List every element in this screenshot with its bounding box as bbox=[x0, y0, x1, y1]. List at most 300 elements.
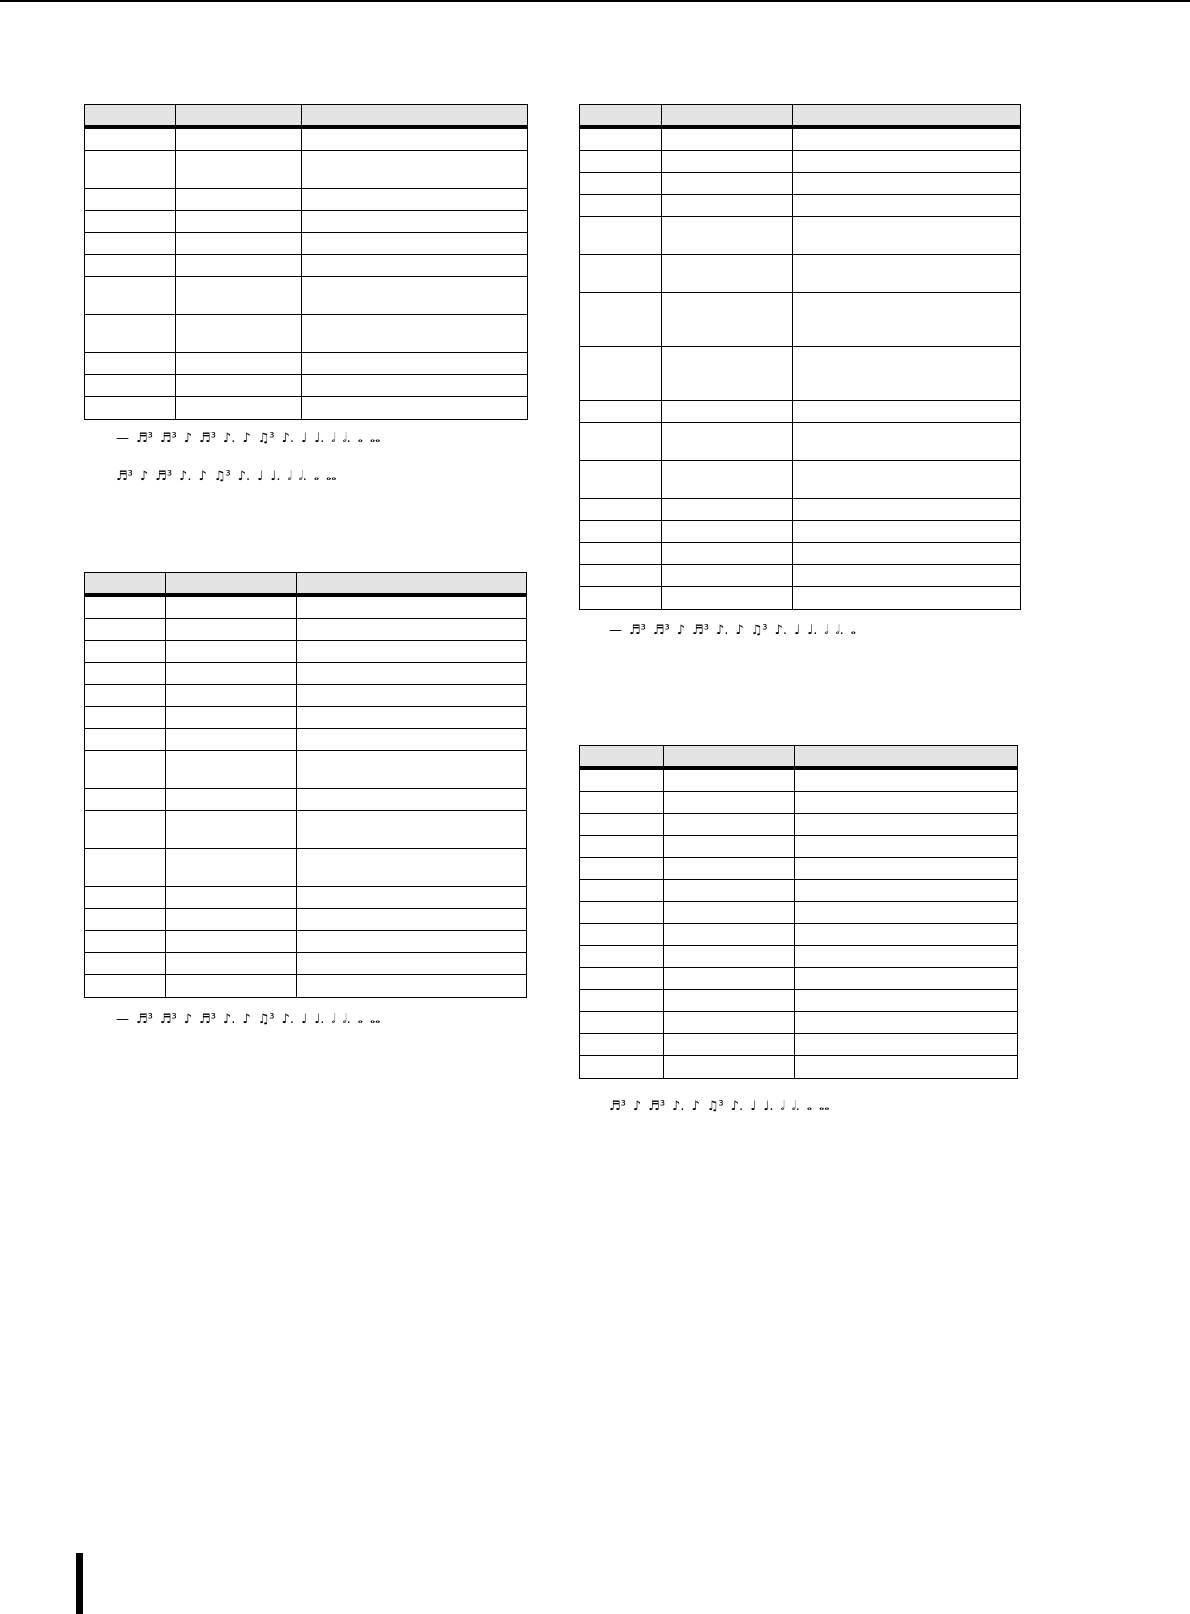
table-cell bbox=[166, 887, 297, 908]
table-cell bbox=[580, 1056, 664, 1078]
table-row bbox=[85, 751, 526, 789]
note-symbol: ♬³ bbox=[199, 430, 216, 446]
table-row bbox=[580, 990, 1017, 1012]
table-cell bbox=[85, 641, 166, 662]
table-cell bbox=[297, 887, 526, 908]
note-symbol: 𝅝𝅝 bbox=[819, 1098, 830, 1114]
table-cell bbox=[664, 836, 795, 857]
table-cell bbox=[297, 953, 526, 974]
table-cell bbox=[793, 347, 1020, 400]
table-cell bbox=[580, 151, 662, 172]
table-cell bbox=[85, 953, 166, 974]
table-cell bbox=[166, 789, 297, 810]
table-cell bbox=[85, 129, 176, 150]
header-cell bbox=[176, 105, 302, 125]
table-cell bbox=[176, 129, 302, 150]
table-cell bbox=[580, 255, 662, 292]
table-cell bbox=[795, 880, 1017, 901]
table-cell bbox=[580, 968, 664, 989]
table-cell bbox=[85, 975, 166, 997]
note-symbol: ♪ bbox=[198, 468, 207, 484]
table-cell bbox=[302, 129, 527, 150]
table-row bbox=[85, 151, 527, 189]
note-symbol: ♪ bbox=[139, 468, 149, 484]
table-cell bbox=[793, 499, 1020, 520]
note-symbol: 𝅝 bbox=[357, 430, 363, 446]
note-symbol: 𝅗𝅥 bbox=[331, 1011, 336, 1027]
note-symbol: 𝅗𝅥. bbox=[342, 1011, 351, 1027]
table-cell bbox=[166, 751, 297, 788]
table-cell bbox=[85, 189, 176, 210]
table-cell bbox=[662, 173, 793, 194]
note-symbol: ♫³ bbox=[257, 1011, 275, 1027]
table-cell bbox=[795, 1012, 1017, 1033]
table-cell bbox=[795, 814, 1017, 835]
note-symbol: ♩ bbox=[257, 468, 264, 484]
table-row bbox=[580, 836, 1017, 858]
table-cell bbox=[176, 189, 302, 210]
table-cell bbox=[662, 587, 793, 609]
table-cell bbox=[302, 189, 527, 210]
table-cell bbox=[662, 543, 793, 564]
table-cell bbox=[580, 347, 662, 400]
off-dash-symbol: — bbox=[609, 622, 622, 638]
table-row bbox=[85, 887, 526, 909]
table-cell bbox=[793, 293, 1020, 346]
table-row bbox=[580, 924, 1017, 946]
note-symbol: ♪. bbox=[237, 468, 251, 484]
table-cell bbox=[176, 397, 302, 419]
table-row bbox=[580, 946, 1017, 968]
table-cell bbox=[795, 924, 1017, 945]
table-cell bbox=[166, 811, 297, 848]
note-symbol: 𝅝𝅝 bbox=[369, 430, 381, 446]
table-cell bbox=[176, 233, 302, 254]
table-header-row bbox=[85, 573, 526, 597]
table-cell bbox=[580, 543, 662, 564]
top-rule bbox=[0, 0, 1190, 2]
table-row bbox=[580, 255, 1020, 293]
table-cell bbox=[176, 211, 302, 232]
header-cell bbox=[580, 746, 664, 766]
table-cell bbox=[297, 789, 526, 810]
table-row bbox=[85, 315, 527, 353]
table-cell bbox=[302, 353, 527, 374]
parameter-table-1 bbox=[84, 104, 528, 420]
note-symbol: ♪. bbox=[222, 1011, 236, 1027]
note-symbol: ♪. bbox=[774, 622, 787, 638]
table-row bbox=[580, 129, 1020, 151]
table-row bbox=[580, 792, 1017, 814]
table-header-row bbox=[580, 746, 1017, 770]
table-cell bbox=[580, 990, 664, 1011]
note-symbol: ♪ bbox=[676, 622, 686, 638]
table-cell bbox=[85, 353, 176, 374]
table-cell bbox=[580, 924, 664, 945]
table-row bbox=[580, 814, 1017, 836]
table-row bbox=[85, 849, 526, 887]
table-cell bbox=[166, 707, 297, 728]
table-cell bbox=[580, 880, 664, 901]
table-row bbox=[85, 685, 526, 707]
note-symbol: 𝅝𝅝 bbox=[369, 1011, 381, 1027]
table-cell bbox=[580, 792, 664, 813]
table-row bbox=[580, 217, 1020, 255]
table-row bbox=[85, 129, 527, 151]
table-cell bbox=[795, 990, 1017, 1011]
table-cell bbox=[302, 277, 527, 314]
note-symbol: 𝅗𝅥 bbox=[331, 430, 336, 446]
table-cell bbox=[580, 587, 662, 609]
table-cell bbox=[662, 401, 793, 422]
table-row bbox=[85, 353, 527, 375]
table-cell bbox=[664, 792, 795, 813]
table-cell bbox=[662, 217, 793, 254]
table-cell bbox=[297, 975, 526, 997]
table-row bbox=[85, 909, 526, 931]
table-cell bbox=[580, 814, 664, 835]
table-row bbox=[85, 189, 527, 211]
note-value-line-e bbox=[609, 1096, 836, 1116]
table-cell bbox=[85, 315, 176, 352]
note-symbol: ♩. bbox=[807, 622, 818, 638]
note-symbol: ♩. bbox=[270, 468, 281, 484]
header-cell bbox=[166, 573, 297, 593]
table-cell bbox=[176, 315, 302, 352]
note-symbol: 𝅗𝅥 bbox=[287, 468, 292, 484]
table-row bbox=[580, 1056, 1017, 1078]
table-cell bbox=[297, 909, 526, 930]
note-symbol: ♪ bbox=[632, 1098, 642, 1114]
table-cell bbox=[664, 1034, 795, 1055]
table-cell bbox=[664, 990, 795, 1011]
table-cell bbox=[85, 619, 166, 640]
table-cell bbox=[297, 729, 526, 750]
off-dash-symbol: — bbox=[116, 1011, 129, 1027]
table-cell bbox=[166, 685, 297, 706]
table-cell bbox=[166, 729, 297, 750]
table-row bbox=[85, 663, 526, 685]
table-cell bbox=[662, 293, 793, 346]
table-cell bbox=[176, 255, 302, 276]
table-cell bbox=[795, 1056, 1017, 1078]
table-cell bbox=[85, 729, 166, 750]
table-cell bbox=[85, 707, 166, 728]
table-cell bbox=[166, 909, 297, 930]
table-cell bbox=[85, 811, 166, 848]
table-cell bbox=[664, 880, 795, 901]
table-row bbox=[580, 565, 1020, 587]
header-cell bbox=[795, 746, 1017, 766]
table-row bbox=[580, 423, 1020, 461]
note-value-line-b bbox=[116, 466, 343, 486]
table-row bbox=[580, 880, 1017, 902]
table-row bbox=[580, 461, 1020, 499]
table-row bbox=[580, 401, 1020, 423]
note-symbol: ♪ bbox=[691, 1098, 700, 1114]
table-row bbox=[580, 293, 1020, 347]
table-cell bbox=[302, 233, 527, 254]
table-cell bbox=[795, 770, 1017, 791]
table-cell bbox=[85, 887, 166, 908]
off-dash-symbol: — bbox=[116, 430, 129, 446]
table-row bbox=[580, 902, 1017, 924]
table-cell bbox=[793, 255, 1020, 292]
note-symbol: ♬³ bbox=[155, 468, 173, 484]
table-cell bbox=[85, 909, 166, 930]
note-symbol: ♩. bbox=[763, 1098, 774, 1114]
table-row bbox=[85, 255, 527, 277]
table-cell bbox=[302, 151, 527, 188]
table-cell bbox=[85, 849, 166, 886]
table-cell bbox=[85, 375, 176, 396]
table-cell bbox=[662, 461, 793, 498]
table-row bbox=[85, 811, 526, 849]
table-row bbox=[85, 211, 527, 233]
parameter-table-2 bbox=[84, 572, 527, 998]
table-cell bbox=[662, 255, 793, 292]
note-symbol: ♪. bbox=[715, 622, 729, 638]
table-cell bbox=[302, 315, 527, 352]
table-cell bbox=[85, 151, 176, 188]
table-cell bbox=[580, 565, 662, 586]
note-symbol: 𝅗𝅥. bbox=[342, 430, 351, 446]
table-cell bbox=[580, 946, 664, 967]
table-cell bbox=[297, 641, 526, 662]
table-cell bbox=[176, 277, 302, 314]
note-symbol: ♬³ bbox=[648, 1098, 666, 1114]
note-symbol: 𝅝 bbox=[313, 468, 320, 484]
table-row bbox=[580, 347, 1020, 401]
table-cell bbox=[297, 619, 526, 640]
table-cell bbox=[166, 975, 297, 997]
table-cell bbox=[795, 902, 1017, 923]
table-cell bbox=[662, 195, 793, 216]
header-cell bbox=[662, 105, 793, 125]
table-cell bbox=[297, 849, 526, 886]
table-cell bbox=[302, 255, 527, 276]
table-cell bbox=[664, 1012, 795, 1033]
parameter-table-3 bbox=[579, 104, 1021, 610]
table-header-row bbox=[580, 105, 1020, 129]
table-row bbox=[580, 587, 1020, 609]
table-cell bbox=[85, 397, 176, 419]
table-cell bbox=[664, 1056, 795, 1078]
table-cell bbox=[297, 707, 526, 728]
table-row bbox=[580, 195, 1020, 217]
table-cell bbox=[793, 129, 1020, 150]
table-cell bbox=[664, 770, 795, 791]
table-cell bbox=[793, 587, 1020, 609]
note-symbol: ♬³ bbox=[136, 1011, 153, 1027]
note-symbol: ♬³ bbox=[159, 430, 177, 446]
note-value-line-d bbox=[609, 620, 863, 640]
note-symbol: 𝅗𝅥. bbox=[298, 468, 307, 484]
table-row bbox=[85, 375, 527, 397]
table-row bbox=[85, 641, 526, 663]
note-symbol: ♪. bbox=[281, 1011, 294, 1027]
table-cell bbox=[85, 663, 166, 684]
table-row bbox=[85, 619, 526, 641]
table-cell bbox=[795, 946, 1017, 967]
table-cell bbox=[176, 353, 302, 374]
table-cell bbox=[793, 543, 1020, 564]
table-cell bbox=[662, 151, 793, 172]
table-row bbox=[580, 968, 1017, 990]
table-cell bbox=[85, 685, 166, 706]
table-cell bbox=[176, 375, 302, 396]
table-cell bbox=[580, 770, 664, 791]
table-cell bbox=[793, 521, 1020, 542]
table-cell bbox=[580, 217, 662, 254]
table-cell bbox=[302, 397, 527, 419]
note-symbol: ♬³ bbox=[609, 1098, 626, 1114]
note-symbol: ♬³ bbox=[629, 622, 646, 638]
note-value-line-c bbox=[116, 1009, 387, 1029]
table-cell bbox=[85, 751, 166, 788]
table-cell bbox=[297, 685, 526, 706]
table-row bbox=[580, 858, 1017, 880]
table-cell bbox=[793, 423, 1020, 460]
note-symbol: ♬³ bbox=[116, 468, 133, 484]
table-row bbox=[85, 707, 526, 729]
table-cell bbox=[85, 789, 166, 810]
table-row bbox=[85, 953, 526, 975]
note-symbol: ♪ bbox=[242, 1011, 251, 1027]
table-row bbox=[580, 1012, 1017, 1034]
table-cell bbox=[580, 401, 662, 422]
note-symbol: 𝅗𝅥 bbox=[780, 1098, 785, 1114]
header-cell bbox=[793, 105, 1020, 125]
note-symbol: ♪. bbox=[222, 430, 236, 446]
table-cell bbox=[793, 151, 1020, 172]
table-row bbox=[580, 1034, 1017, 1056]
note-symbol: ♬³ bbox=[199, 1011, 216, 1027]
table-row bbox=[85, 789, 526, 811]
table-cell bbox=[166, 619, 297, 640]
note-symbol: ♪ bbox=[183, 430, 193, 446]
table-cell bbox=[297, 663, 526, 684]
note-symbol: ♫³ bbox=[213, 468, 231, 484]
note-symbol: 𝅗𝅥. bbox=[791, 1098, 800, 1114]
table-cell bbox=[302, 375, 527, 396]
table-row bbox=[85, 233, 527, 255]
table-cell bbox=[795, 968, 1017, 989]
table-cell bbox=[85, 211, 176, 232]
note-symbol: ♬³ bbox=[692, 622, 709, 638]
table-row bbox=[580, 173, 1020, 195]
table-cell bbox=[580, 1034, 664, 1055]
table-cell bbox=[793, 565, 1020, 586]
note-symbol: ♬³ bbox=[159, 1011, 177, 1027]
note-symbol: ♪ bbox=[735, 622, 744, 638]
table-cell bbox=[85, 233, 176, 254]
table-cell bbox=[580, 1012, 664, 1033]
table-cell bbox=[166, 597, 297, 618]
table-cell bbox=[662, 521, 793, 542]
table-cell bbox=[664, 902, 795, 923]
table-cell bbox=[580, 858, 664, 879]
table-row bbox=[85, 277, 527, 315]
note-symbol: ♪. bbox=[672, 1098, 685, 1114]
table-cell bbox=[85, 597, 166, 618]
table-cell bbox=[662, 347, 793, 400]
note-symbol: ♫³ bbox=[706, 1098, 724, 1114]
header-cell bbox=[664, 746, 795, 766]
table-cell bbox=[166, 953, 297, 974]
header-cell bbox=[302, 105, 527, 125]
header-cell bbox=[580, 105, 662, 125]
table-cell bbox=[297, 931, 526, 952]
table-cell bbox=[664, 924, 795, 945]
header-cell bbox=[297, 573, 526, 593]
table-row bbox=[85, 397, 527, 419]
table-cell bbox=[580, 423, 662, 460]
table-cell bbox=[580, 293, 662, 346]
table-cell bbox=[793, 173, 1020, 194]
parameter-table-4 bbox=[579, 745, 1018, 1079]
note-symbol: ♪. bbox=[730, 1098, 744, 1114]
table-cell bbox=[166, 663, 297, 684]
table-cell bbox=[166, 849, 297, 886]
note-symbol: ♬³ bbox=[652, 622, 670, 638]
table-cell bbox=[795, 1034, 1017, 1055]
note-symbol: ♩ bbox=[750, 1098, 757, 1114]
note-symbol: 𝅝 bbox=[850, 622, 856, 638]
table-row bbox=[85, 975, 526, 997]
table-cell bbox=[662, 423, 793, 460]
note-value-line-a bbox=[116, 428, 387, 448]
note-symbol: ♪ bbox=[242, 430, 251, 446]
note-symbol: ♪. bbox=[281, 430, 294, 446]
note-symbol: 𝅝 bbox=[357, 1011, 363, 1027]
table-cell bbox=[662, 565, 793, 586]
note-symbol: ♩. bbox=[314, 430, 325, 446]
table-row bbox=[85, 729, 526, 751]
table-cell bbox=[580, 461, 662, 498]
table-row bbox=[580, 770, 1017, 792]
table-cell bbox=[297, 597, 526, 618]
table-cell bbox=[664, 968, 795, 989]
table-cell bbox=[85, 931, 166, 952]
table-row bbox=[85, 597, 526, 619]
table-cell bbox=[795, 858, 1017, 879]
table-cell bbox=[580, 902, 664, 923]
note-symbol: ♫³ bbox=[257, 430, 275, 446]
table-cell bbox=[795, 792, 1017, 813]
note-symbol: 𝅗𝅥. bbox=[835, 622, 844, 638]
table-cell bbox=[793, 195, 1020, 216]
table-cell bbox=[166, 641, 297, 662]
table-cell bbox=[302, 211, 527, 232]
note-symbol: ♬³ bbox=[136, 430, 153, 446]
table-cell bbox=[297, 811, 526, 848]
table-row bbox=[580, 543, 1020, 565]
table-cell bbox=[662, 499, 793, 520]
note-symbol: 𝅝𝅝 bbox=[326, 468, 337, 484]
header-cell bbox=[85, 573, 166, 593]
table-cell bbox=[793, 461, 1020, 498]
table-cell bbox=[176, 151, 302, 188]
note-symbol: ♪ bbox=[183, 1011, 193, 1027]
table-row bbox=[580, 151, 1020, 173]
table-row bbox=[580, 521, 1020, 543]
table-cell bbox=[580, 173, 662, 194]
header-cell bbox=[85, 105, 176, 125]
table-cell bbox=[795, 836, 1017, 857]
table-cell bbox=[664, 946, 795, 967]
table-cell bbox=[85, 277, 176, 314]
